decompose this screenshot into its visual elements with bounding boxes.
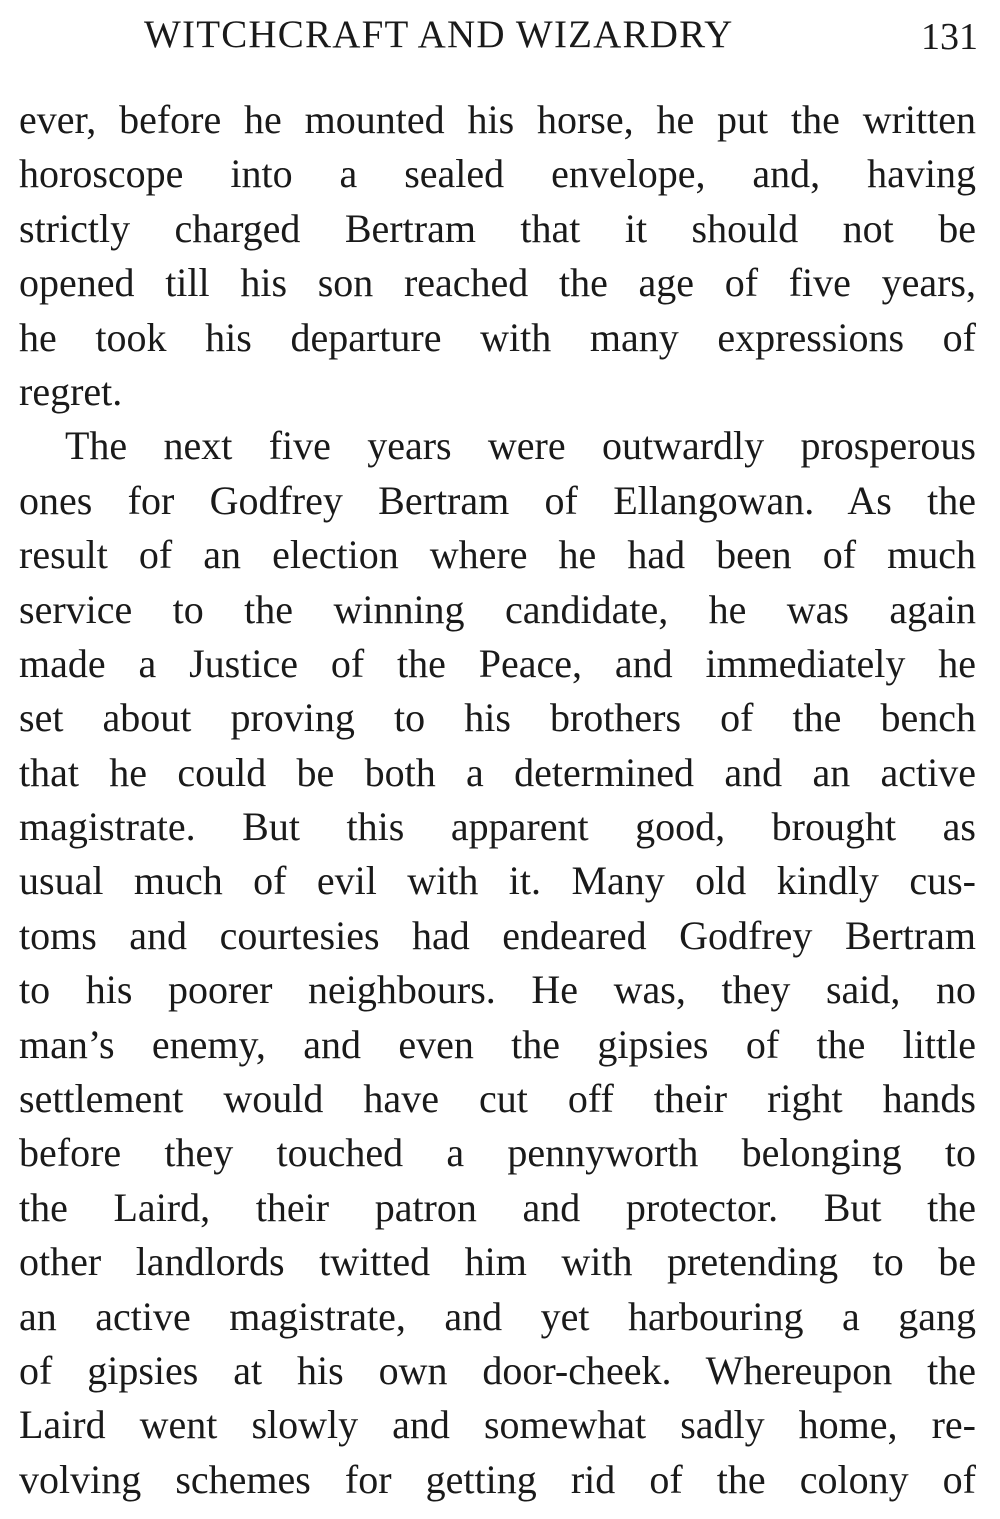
text-line: other landlords twitted him with pretending to be [19, 1239, 976, 1285]
text-line: result of an election where he had been of much [19, 532, 976, 578]
text-line: volving schemes for getting rid of the colony of [19, 1456, 976, 1502]
text-line: made a Justice of the Peace, and immediately he [19, 640, 976, 686]
text-line: set about proving to his brothers of the bench [19, 695, 976, 741]
page-number: 131 [921, 16, 978, 58]
text-line: strictly charged Bertram that it should not be [19, 205, 976, 251]
text-line: to his poorer neighbours. He was, they said, no [19, 967, 976, 1013]
text-line: settlement would have cut off their right hands [19, 1076, 976, 1122]
text-line: of gipsies at his own door-cheek. Whereupon the [19, 1347, 976, 1393]
text-line: the Laird, their patron and protector. But the [19, 1184, 976, 1230]
text-line: an active magistrate, and yet harbouring a gang [19, 1293, 976, 1339]
text-line: ever, before he mounted his horse, he put the written [19, 97, 976, 142]
running-title: WITCHCRAFT AND WIZARDRY [144, 13, 734, 56]
text-line: Laird went slowly and somewhat sadly home, re- [19, 1402, 976, 1448]
text-line: opened till his son reached the age of five years, [19, 260, 976, 306]
text-line: service to the winning candidate, he was again [19, 586, 976, 632]
running-head [0, 10, 1000, 60]
text-line: toms and courtesies had endeared Godfrey Bertram [19, 912, 976, 958]
text-line: horoscope into a sealed envelope, and, having [19, 151, 976, 197]
paragraph-start-line: The next five years were outwardly prosperous [65, 423, 976, 469]
text-line: usual much of evil with it. Many old kindly cus- [19, 858, 976, 904]
text-line: he took his departure with many expressions of [19, 314, 976, 360]
paragraph-end-line: regret. [19, 368, 123, 414]
text-line: ones for Godfrey Bertram of Ellangowan. As the [19, 477, 976, 523]
text-line: before they touched a pennyworth belonging to [19, 1130, 976, 1176]
body-text [19, 93, 976, 1507]
text-line: man’s enemy, and even the gipsies of the little [19, 1021, 976, 1067]
text-line: that he could be both a determined and an active [19, 749, 976, 795]
text-line: magistrate. But this apparent good, brought as [19, 804, 976, 850]
